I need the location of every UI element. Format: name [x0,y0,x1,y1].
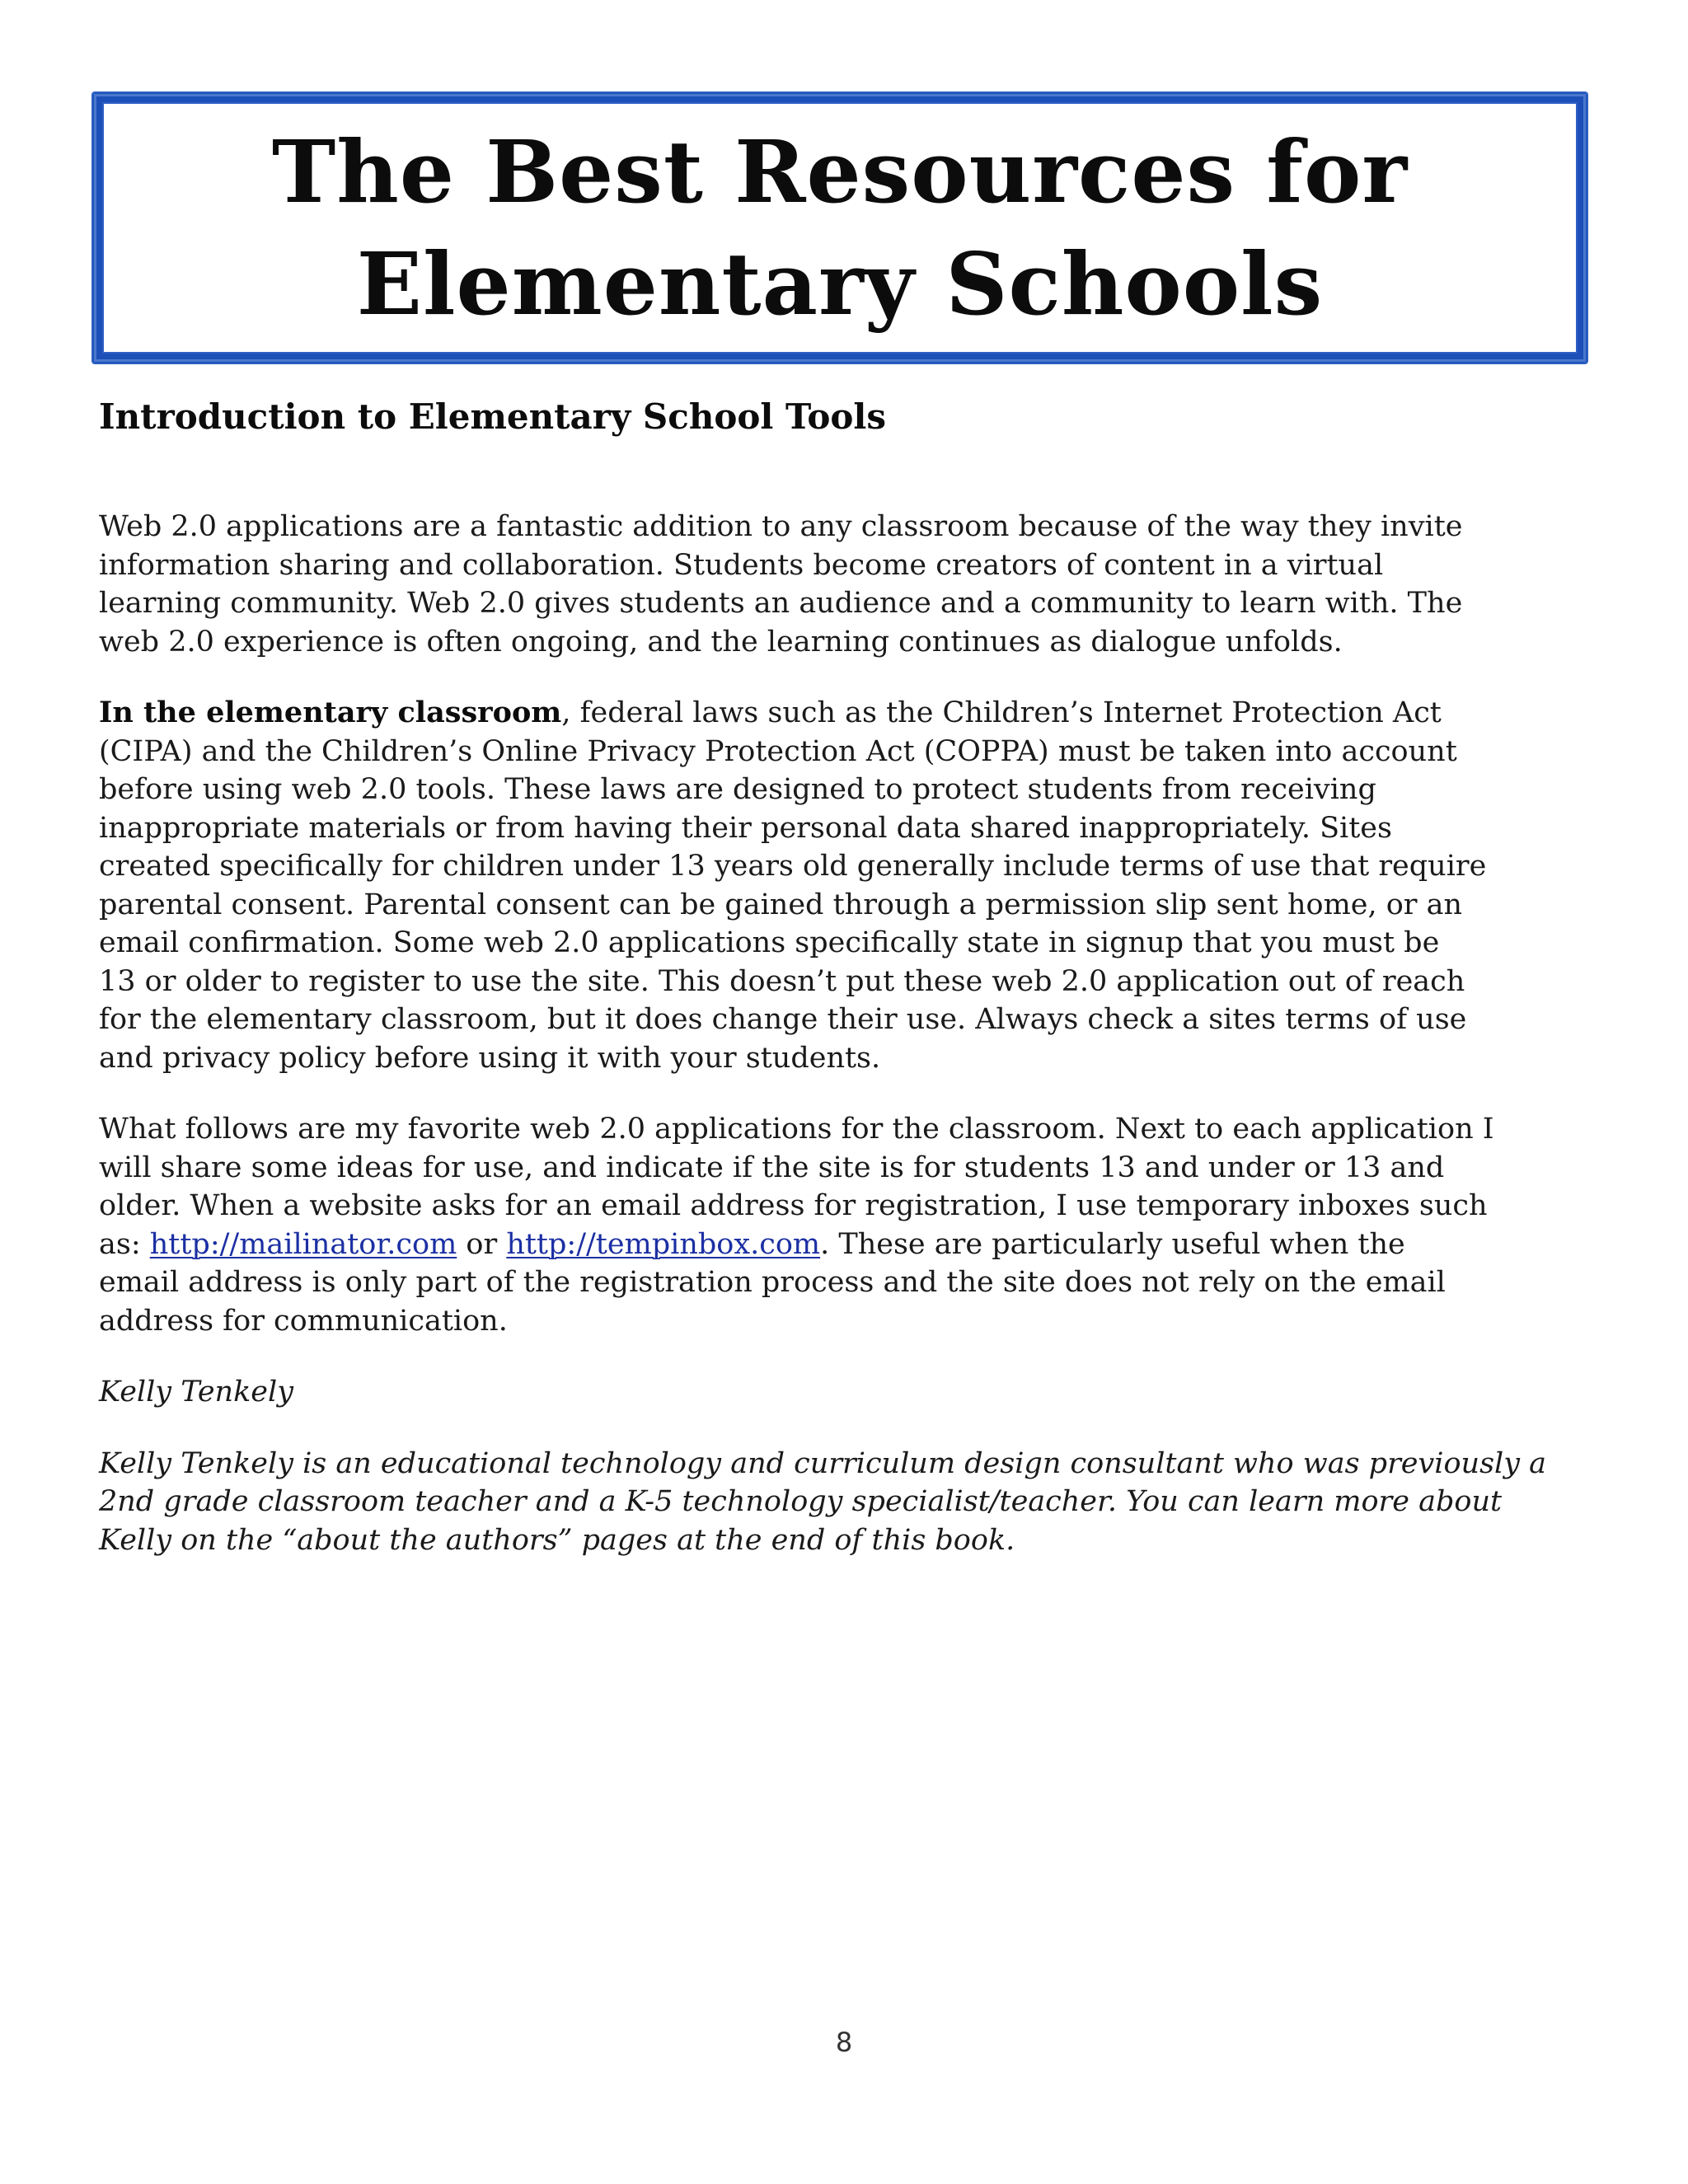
paragraph-favorites [99,1110,1592,1340]
text-line: address for communication. [99,1304,508,1338]
text-line: older. When a website asks for an email address for registration, I use temporary inboxes such [99,1189,1488,1222]
text-line [99,694,1592,733]
text-line: inappropriate materials or from having their personal data shared inappropriately. Sites [99,811,1392,845]
text-line: information sharing and collaboration. Students become creators of content in a virtual [99,548,1384,582]
section-heading: Introduction to Elementary School Tools [99,396,887,437]
text-line: email address is only part of the registration process and the site does not rely on the email [99,1266,1446,1299]
paragraph-laws [99,694,1592,1077]
author-name [99,1373,1592,1412]
text-fragment: as: [99,1227,150,1261]
text-line: and privacy policy before using it with your students. [99,1041,881,1075]
body-text [99,508,1592,1592]
text-line: 13 or older to register to use the site. This doesn’t put these web 2.0 application out of reach [99,964,1465,998]
bold-lead-text: In the elementary classroom [99,696,562,729]
text-line: Kelly Tenkely is an educational technology and curriculum design consultant who was previously a [99,1446,1547,1480]
page-title-line-1: The Best Resources for [271,120,1409,223]
text-line: for the elementary classroom, but it does change their use. Always check a sites terms of use [99,1003,1467,1036]
text-line: 2nd grade classroom teacher and a K-5 technology specialist/teacher. You can learn more about [99,1485,1503,1518]
author-bio [99,1445,1592,1560]
page-title-line-2: Elementary Schools [356,232,1324,335]
mailinator-link[interactable]: http://mailinator.com [149,1227,457,1261]
text-line: created specifically for children under 13 years old generally include terms of use that require [99,850,1487,883]
text-line: learning community. Web 2.0 gives students an audience and a community to learn with. The [99,587,1463,620]
text-line: web 2.0 experience is often ongoing, and the learning continues as dialogue unfolds. [99,625,1343,658]
text-fragment: . These are particularly useful when the [820,1227,1405,1261]
paragraph-intro [99,508,1592,661]
text-line: Web 2.0 applications are a fantastic addition to any classroom because of the way they invite [99,510,1463,543]
text-line: email confirmation. Some web 2.0 applications specifically state in signup that you must be [99,926,1440,959]
text-line: will share some ideas for use, and indicate if the site is for students 13 and under or 13 and [99,1151,1445,1184]
page-number: 8 [835,2027,853,2058]
text-line: parental consent. Parental consent can be gained through a permission slip sent home, or an [99,888,1463,921]
text-line: before using web 2.0 tools. These laws are designed to protect students from receiving [99,773,1376,806]
text-line: What follows are my favorite web 2.0 applications for the classroom. Next to each application I [99,1113,1494,1146]
text-line: Kelly Tenkely [99,1376,293,1408]
text-fragment: , federal laws such as the Children’s Internet Protection Act [561,696,1442,729]
text-line: Kelly on the “about the authors” pages at the end of this book. [99,1523,1015,1557]
title-box [93,93,1587,363]
tempinbox-link[interactable]: http://tempinbox.com [506,1227,821,1261]
text-fragment: or [457,1227,507,1261]
text-line [99,1226,1592,1264]
text-line: (CIPA) and the Children’s Online Privacy Protection Act (COPPA) must be taken into account [99,734,1457,768]
